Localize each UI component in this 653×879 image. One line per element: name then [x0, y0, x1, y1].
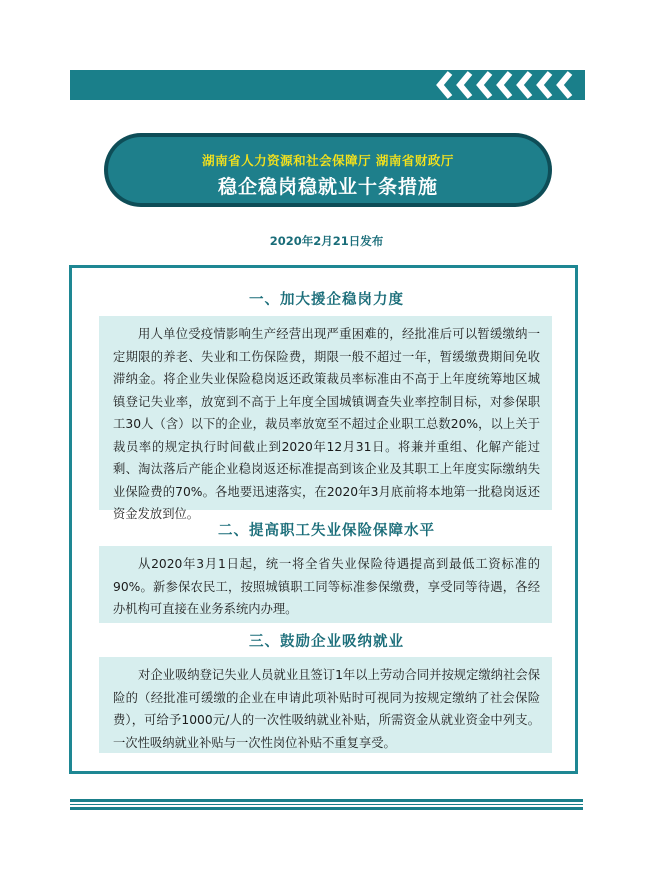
bottom-rule-middle: [70, 804, 583, 805]
issuer-text: 湖南省人力资源和社会保障厅 湖南省财政厅: [202, 153, 454, 168]
section-body-1: 用人单位受疫情影响生产经营出现严重困难的，经批准后可以暂缓缴纳一定期限的养老、失业和工伤保险费，期限一般不超过一年，暂缓缴费期间免收滞纳金。将企业失业保险稳岗返还政策裁员率标准由不高于上年度统筹地区城镇登记失业率，放宽到不高于上年度全国城镇调查失业率控制目标，对参保职工30人（含）以下的企业，裁员率放宽至不超过企业职工总数20%，以上关于裁员率的规定执行时间截止到2020年12月31日。将兼并重组、化解产能过剩、淘汰落后产能企业稳岗返还标准提高到该企业及其职工上年度实际缴纳失业保险费的70%。各地要迅速落实，在2020年3月底前将本地第一批稳岗返还资金发放到位。: [99, 316, 552, 510]
chevron-decoration-icon: [436, 70, 581, 100]
section-body-3: 对企业吸纳登记失业人员就业且签订1年以上劳动合同并按规定缴纳社会保险的（经批准可缓缴的企业在申请此项补贴时可视同为按规定缴纳了社会保险费），可给予1000元/人的一次性吸纳就业补贴，所需资金从就业资金中列支。一次性吸纳就业补贴与一次性岗位补贴不重复享受。: [99, 657, 552, 753]
section-heading-3: 三、鼓励企业吸纳就业: [249, 634, 404, 650]
bottom-rule-top: [70, 799, 583, 802]
section-body-2: 从2020年3月1日起，统一将全省失业保险待遇提高到最低工资标准的90%。新参保农民工，按照城镇职工同等标准参保缴费，享受同等待遇，各经办机构可直接在业务系统内办理。: [99, 546, 552, 623]
section-heading-2: 二、提高职工失业保险保障水平: [218, 523, 435, 539]
publish-date: 2020年2月21日发布: [269, 234, 384, 248]
bottom-rule-bottom: [70, 807, 583, 810]
section-heading-1: 一、加大援企稳岗力度: [249, 292, 404, 308]
page-title: 稳企稳岗稳就业十条措施: [217, 176, 438, 198]
